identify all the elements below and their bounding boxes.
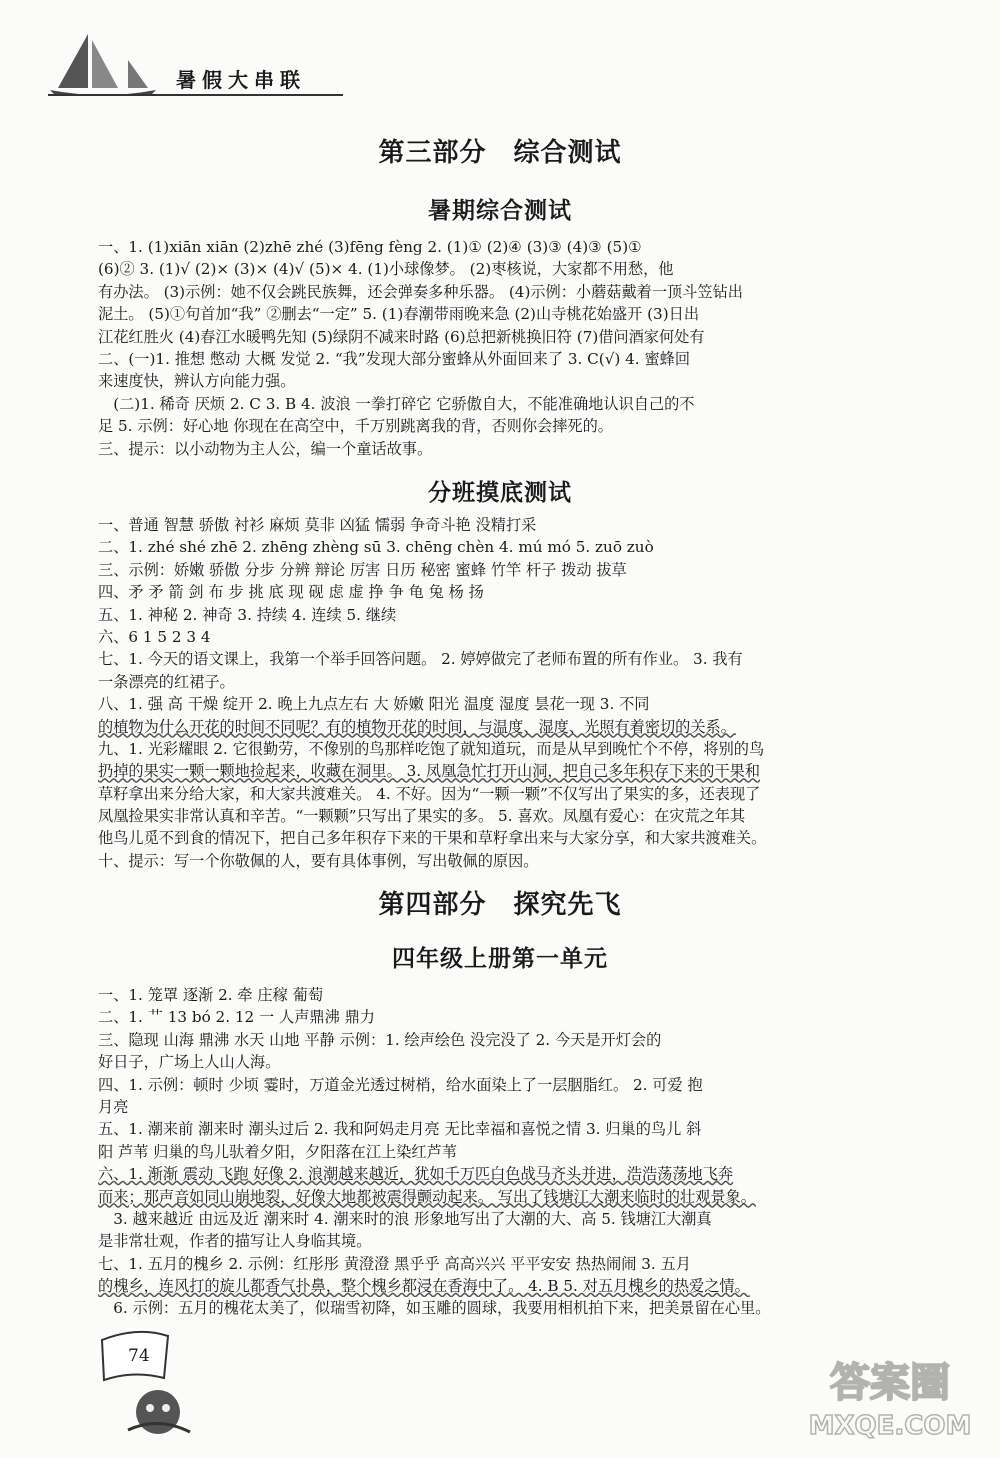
- part4-sub1-body: [98, 984, 898, 1320]
- text-line: 二、1. zhé shé zhē 2. zhēng zhèng sū 3. chēng chèn 4. mú mó 5. zuō zuò: [98, 538, 654, 557]
- text-line: 足 5. 示例：好心地 你现在在高空中，千万别跳离我的背，否则你会摔死的。: [98, 417, 613, 436]
- watermark-logo: [800, 1344, 980, 1444]
- text-line: 草籽拿出来分给大家，和大家共渡难关。 4. 不好。因为“一颗一颗”不仅写出了果实的多，还表现了: [98, 784, 761, 803]
- cartoon-decoration-icon: [98, 1320, 218, 1440]
- page-header: [48, 30, 348, 110]
- text-line: 月亮: [98, 1097, 129, 1116]
- text-line: 四、矛 矛 箭 剑 布 步 挑 底 现 砚 虑 虚 挣 争 龟 兔 杨 扬: [98, 583, 484, 602]
- svg-text:答案圈: 答案圈: [830, 1360, 950, 1406]
- text-line: 三、隐现 山海 鼎沸 水天 山地 平静 示例：1. 绘声绘色 没完没了 2. 今天是开灯会的: [98, 1030, 662, 1049]
- text-line: 十、提示：写一个你敬佩的人，要有具体事例，写出敬佩的原因。: [98, 851, 539, 870]
- text-line: 二、1. 艹 13 bó 2. 12 一 人声鼎沸 鼎力: [98, 1008, 375, 1027]
- svg-text:MXQE.COM: MXQE.COM: [808, 1411, 972, 1441]
- header-title: 暑假大串联: [176, 68, 306, 92]
- text-line: 一条漂亮的红裙子。: [98, 672, 235, 691]
- part3-sub2-body: [98, 514, 898, 872]
- text-line: 好日子，广场上人山人海。: [98, 1053, 281, 1072]
- text-line: 的植物为什么开花的时间不同呢？有的植物开花的时间，与温度、湿度、光照有着密切的关系。: [98, 717, 736, 736]
- text-line: 是非常壮观，作者的描写让人身临其境。: [98, 1232, 372, 1251]
- page-number: 74: [128, 1346, 150, 1366]
- text-line: 阳 芦苇 归巢的鸟儿驮着夕阳，夕阳落在江上染红芦苇: [98, 1142, 457, 1161]
- text-line: 一、1. 笼罩 逐渐 2. 牵 庄稼 葡萄: [98, 986, 324, 1004]
- text-line: 3. 越来越近 由远及近 潮来时 4. 潮来时的浪 形象地写出了大潮的大、高 5. 钱塘江大潮真: [98, 1209, 712, 1228]
- text-line: 有办法。 (3)示例：她不仅会跳民族舞，还会弹奏多种乐器。 (4)示例：小蘑菇戴着一顶斗笠钻出: [98, 282, 743, 301]
- part4-title: 第四部分 探究先飞: [378, 890, 622, 920]
- text-line: 七、1. 五月的槐乡 2. 示例：红彤彤 黄澄澄 黑乎乎 高高兴兴 平平安安 热热闹闹 3. 五月: [98, 1254, 691, 1273]
- text-line: (6)② 3. (1)√ (2)× (3)× (4)√ (5)× 4. (1)小球像梦。 (2)枣核说，大家都不用愁，他: [98, 260, 674, 279]
- text-line: 九、1. 光彩耀眼 2. 它很勤劳，不像别的鸟那样吃饱了就知道玩，而是从早到晚忙个不停，将别的鸟: [98, 739, 765, 758]
- sailboat-icon: [48, 30, 158, 100]
- text-line: 五、1. 潮来前 潮来时 潮头过后 2. 我和阿妈走月亮 无比幸福和喜悦之情 3. 归巢的鸟儿 斜: [98, 1120, 702, 1139]
- text-line: 四、1. 示例：顿时 少顷 霎时，万道金光透过树梢，给水面染上了一层胭脂红。 2. 可爱 抱: [98, 1075, 703, 1094]
- text-line: 江花红胜火 (4)春江水暖鸭先知 (5)绿阴不减来时路 (6)总把新桃换旧符 (7)借问酒家何处有: [98, 327, 705, 346]
- text-line: 6. 示例：五月的槐花太美了，似瑞雪初降，如玉雕的圆球，我要用相机拍下来，把美景留在心里。: [98, 1299, 771, 1318]
- text-line: 来速度快，辨认方向能力强。: [98, 372, 296, 391]
- text-line: (二)1. 稀奇 厌烦 2. C 3. B 4. 波浪 一拳打碎它 它骄傲自大，不能准确地认识自己的不: [98, 394, 695, 413]
- part3-sub1-title: 暑期综合测试: [428, 198, 572, 224]
- text-line: 六、6 1 5 2 3 4: [98, 627, 211, 646]
- part3-sub2-title: 分班摸底测试: [428, 480, 572, 506]
- text-line: 三、提示：以小动物为主人公，编一个童话故事。: [98, 439, 433, 458]
- text-line: 泥土。 (5)①句首加“我” ②删去“一定” 5. (1)春潮带雨晚来急 (2)山寺桃花始盛开 (3)日出: [98, 305, 700, 324]
- header-rule: [48, 94, 343, 96]
- text-line: 三、示例：娇嫩 骄傲 分步 分辨 辩论 厉害 日历 秘密 蜜蜂 竹竿 杆子 拨动 拔草: [98, 560, 627, 579]
- text-line: 扔掉的果实一颗一颗地捡起来，收藏在洞里。 3. 凤凰急忙打开山洞，把自己多年积存下来的干果和: [98, 762, 761, 781]
- page-footer: [98, 1320, 218, 1440]
- text-line: 凤凰捡果实非常认真和辛苦。“一颗颗”只写出了果实的多。 5. 喜欢。凤凰有爱心：在灾荒之年其: [98, 807, 746, 826]
- text-line: 六、1. 渐渐 震动 飞跑 好像 2. 浪潮越来越近，犹如千万匹白色战马齐头并进，浩浩荡荡地飞奔: [98, 1165, 734, 1184]
- text-line: 七、1. 今天的语文课上，我第一个举手回答问题。 2. 婷婷做完了老师布置的所有作业。 3. 我有: [98, 650, 743, 669]
- text-line: 的槐乡，连风打的旋儿都香气扑鼻，整个槐乡都浸在香海中了。 4. B 5. 对五月槐乡的热爱之情。: [98, 1277, 750, 1296]
- part3-sub1-body: [98, 236, 898, 460]
- text-line: 他鸟儿觅不到食的情况下，把自己多年积存下来的干果和草籽拿出来与大家分享，和大家共渡难关。: [98, 829, 767, 848]
- text-line: 二、(一)1. 推想 憋动 大概 发觉 2. “我”发现大部分蜜蜂从外面回来了 3. C(√) 4. 蜜蜂回: [98, 349, 691, 368]
- text-line: 而来；那声音如同山崩地裂，好像大地都被震得颤动起来。 写出了钱塘江大潮来临时的壮观景象。: [98, 1187, 756, 1206]
- text-line: 一、普通 智慧 骄傲 衬衫 麻烦 莫非 凶猛 懦弱 争奇斗艳 没精打采: [98, 516, 537, 534]
- part4-sub1-title: 四年级上册第一单元: [392, 946, 608, 972]
- text-line: 八、1. 强 高 干燥 绽开 2. 晚上九点左右 大 娇嫩 阳光 温度 湿度 昙花一现 3. 不同: [98, 695, 650, 714]
- text-line: 五、1. 神秘 2. 神奇 3. 持续 4. 连续 5. 继续: [98, 605, 397, 624]
- part3-title: 第三部分 综合测试: [378, 138, 622, 168]
- text-line: 一、1. (1)xiān xiān (2)zhē zhé (3)fēng fèng 2. (1)① (2)④ (3)③ (4)③ (5)①: [98, 238, 642, 256]
